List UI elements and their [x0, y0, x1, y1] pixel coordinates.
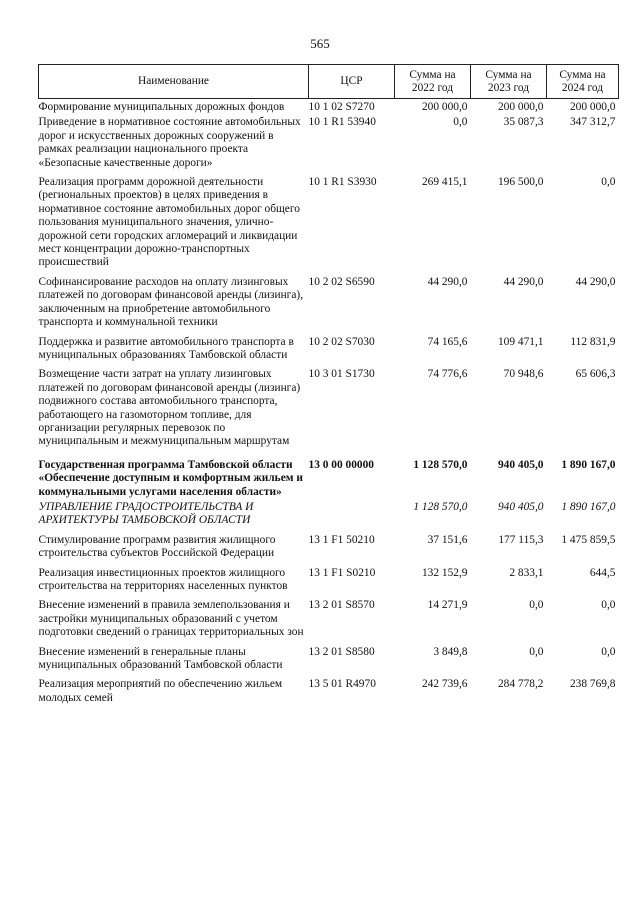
table-row [39, 678, 619, 705]
page-number: 565 [310, 36, 330, 51]
row-code: 10 1 R1 53940 [308, 116, 376, 129]
row-sum-2023: 44 290,0 [503, 275, 544, 288]
row-sum-2022: 44 290,0 [427, 275, 468, 288]
table-row [39, 176, 619, 270]
row-code: 13 0 00 00000 [308, 458, 374, 471]
row-sum-2024: 0,0 [601, 645, 616, 658]
table-row [39, 368, 619, 448]
row-name: Приведение в нормативное состояние автомобильных дорог и искусственных дорожных сооружений в рамках реализации национального проекта «Безопасные качественные дороги» [38, 116, 301, 169]
row-name: Возмещение части затрат на уплату лизинговых платежей по договорам финансовой аренды (лизинга) подвижного состава автомобильного транспорта, работающего на газомоторном топливе, для организации регулярных перевозок по муниципальным и межмуниципальным маршрутам [38, 368, 301, 448]
row-code: 13 2 01 S8580 [308, 645, 375, 658]
row-sum-2023: 284 778,2 [497, 678, 544, 691]
table-row [39, 459, 619, 499]
row-sum-2022: 3 849,8 [433, 645, 468, 658]
row-sum-2023: 0,0 [529, 599, 544, 612]
row-sum-2022: 269 415,1 [421, 176, 468, 189]
row-code: 13 1 F1 S0210 [308, 566, 376, 579]
row-sum-2024: 44 290,0 [575, 275, 616, 288]
row-sum-2023: 940 405,0 [497, 500, 544, 513]
row-sum-2024: 347 312,7 [569, 116, 616, 129]
row-sum-2023: 940 405,0 [497, 458, 544, 471]
row-sum-2023: 109 471,1 [497, 335, 544, 348]
row-sum-2022: 74 165,6 [427, 335, 468, 348]
row-sum-2024: 200 000,0 [569, 101, 616, 113]
table-row [39, 567, 619, 594]
column-header-2023: Сумма на 2023 год [471, 65, 547, 99]
row-sum-2024: 1 890 167,0 [561, 500, 616, 513]
column-header-2022: Сумма на 2022 год [395, 65, 471, 99]
row-sum-2023: 177 115,3 [498, 533, 544, 546]
row-sum-2022: 74 776,6 [427, 368, 468, 381]
row-code: 10 2 02 S7030 [308, 335, 375, 348]
budget-table [38, 64, 619, 705]
row-code: 13 2 01 S8570 [308, 599, 375, 612]
row-spacer [39, 449, 619, 459]
row-sum-2022: 37 151,6 [427, 533, 468, 546]
column-header-code: ЦСР [309, 65, 395, 99]
row-sum-2024: 644,5 [589, 566, 616, 579]
row-sum-2023: 2 833,1 [509, 566, 544, 579]
table-row [39, 501, 619, 528]
row-spacer-cell [39, 449, 619, 459]
row-code [309, 501, 395, 528]
row-sum-2024: 112 831,9 [570, 335, 616, 348]
row-code: 10 3 01 S1730 [308, 368, 375, 381]
row-name: УПРАВЛЕНИЕ ГРАДОСТРОИТЕЛЬСТВА И АРХИТЕКТУРЫ ТАМБОВСКОЙ ОБЛАСТИ [38, 500, 254, 527]
table-row [39, 276, 619, 330]
row-name: Стимулирование программ развития жилищного строительства субъектов Российской Федерации [38, 533, 276, 560]
row-name: Реализация инвестиционных проектов жилищного строительства на территориях населенных пунктов [38, 566, 288, 592]
row-sum-2024: 1 890 167,0 [561, 458, 616, 471]
column-header-name: Наименование [39, 65, 309, 99]
column-header-2024: Сумма на 2024 год [547, 65, 619, 99]
row-name: Государственная программа Тамбовской области «Обеспечение доступным и комфортным жильем и коммунальными услугами населения области» [38, 458, 303, 498]
row-code: 13 1 F1 50210 [308, 533, 375, 546]
table-row [39, 101, 619, 114]
row-sum-2022: 1 128 570,0 [413, 500, 468, 513]
row-name: Софинансирование расходов на оплату лизинговых платежей по договорам финансовой аренды (лизинга), заключенным на приобретение автомобильного транспорта и коммунальной техники [38, 275, 304, 329]
row-code: 10 2 02 S6590 [308, 275, 375, 288]
row-sum-2024: 238 769,8 [569, 678, 616, 691]
table-row [39, 336, 619, 363]
row-sum-2022: 200 000,0 [421, 101, 468, 113]
row-sum-2022: 14 271,9 [427, 599, 468, 612]
row-name: Поддержка и развитие автомобильного транспорта в муниципальных образованиях Тамбовской области [38, 335, 294, 361]
row-sum-2022: 242 739,6 [421, 678, 468, 691]
table-header [39, 65, 619, 99]
row-sum-2022: 132 152,9 [421, 566, 468, 579]
row-code: 10 1 02 S7270 [308, 101, 375, 113]
table-row [39, 646, 619, 673]
row-sum-2022: 1 128 570,0 [413, 458, 468, 471]
table-body [39, 99, 619, 706]
row-sum-2023: 70 948,6 [503, 368, 544, 381]
row-sum-2024: 0,0 [601, 599, 616, 612]
row-sum-2023: 196 500,0 [497, 176, 544, 189]
table-row [39, 534, 619, 561]
row-code: 10 1 R1 S3930 [308, 176, 377, 189]
row-sum-2024: 0,0 [601, 176, 616, 189]
table-row [39, 599, 619, 639]
row-name: Реализация мероприятий по обеспечению жильем молодых семей [38, 678, 283, 704]
row-sum-2022: 0,0 [453, 116, 468, 129]
row-sum-2024: 65 606,3 [575, 368, 616, 381]
row-name: Формирование муниципальных дорожных фондов [38, 101, 285, 113]
row-sum-2023: 200 000,0 [497, 101, 544, 113]
row-name: Реализация программ дорожной деятельности (региональных проектов) в целях приведения в нормативное состояние автомобильных дорог общего пользования муниципального значения, улично-дорожной сети городских агломераций и ликвидации мест концентрации дорожно-транспортных происшествий [38, 176, 300, 269]
row-name: Внесение изменений в генеральные планы муниципальных образований Тамбовской области [38, 645, 283, 672]
row-sum-2024: 1 475 859,5 [561, 533, 616, 546]
table-row [39, 116, 619, 170]
row-sum-2023: 35 087,3 [503, 116, 544, 129]
row-sum-2023: 0,0 [529, 645, 544, 658]
row-name: Внесение изменений в правила землепользования и застройки муниципальных образований с учетом подготовки сведений о границах территориальных зон [38, 599, 304, 639]
row-code: 13 5 01 R4970 [308, 678, 376, 691]
